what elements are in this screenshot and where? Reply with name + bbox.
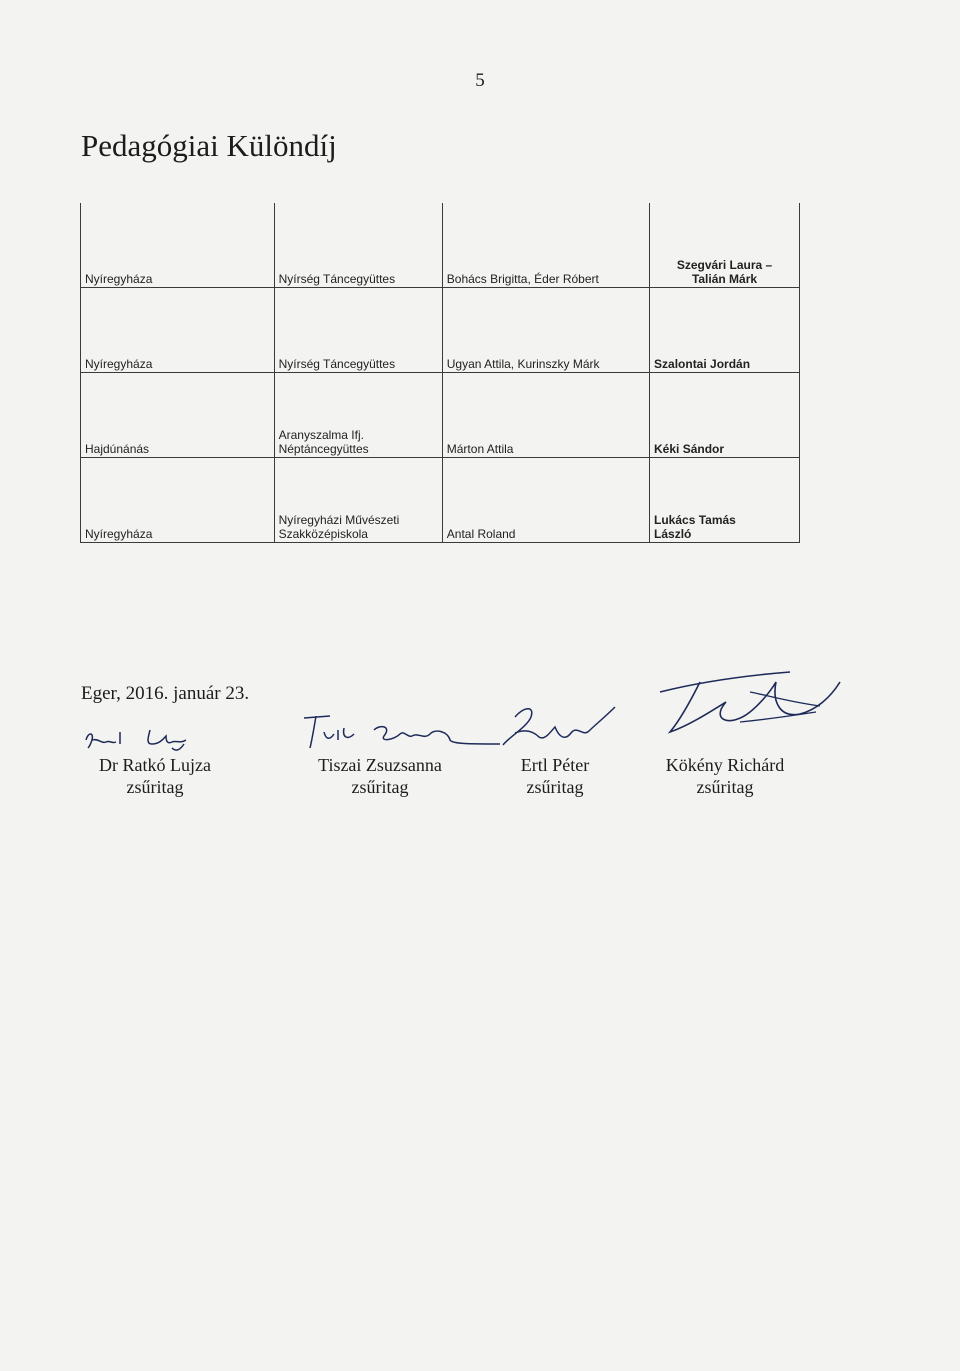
signatory-role: zsűritag	[526, 777, 584, 797]
signatory-ratko	[80, 722, 230, 798]
signatory-tiszai	[300, 722, 460, 798]
winner-cell: Szalontai Jordán	[650, 288, 800, 373]
teachers-cell: Antal Roland	[442, 458, 649, 543]
document-title: Pedagógiai Különdíj	[81, 128, 337, 163]
page-number: 5	[475, 70, 485, 91]
winner-cell: Kéki Sándor	[650, 373, 800, 458]
city-cell: Nyíregyháza	[81, 288, 275, 373]
city-cell: Nyíregyháza	[81, 458, 275, 543]
signatory-role: zsűritag	[351, 777, 409, 797]
table-row	[81, 203, 800, 288]
table-row	[81, 288, 800, 373]
city-cell: Nyíregyháza	[81, 203, 275, 288]
teachers-cell: Márton Attila	[442, 373, 649, 458]
signatures-block	[0, 722, 960, 812]
signatory-name: Tiszai Zsuzsanna	[318, 755, 442, 775]
award-table	[80, 203, 800, 543]
winner-cell: Szegvári Laura – Talián Márk	[650, 203, 800, 288]
signatory-name: Kökény Richárd	[665, 755, 785, 775]
group-cell: Nyírség Táncegyüttes	[274, 203, 442, 288]
group-cell: Aranyszalma Ifj. Néptáncegyüttes	[274, 373, 442, 458]
signatory-kokeny	[650, 722, 800, 798]
winner-cell: Lukács Tamás László	[650, 458, 800, 543]
signatory-name: Ertl Péter	[520, 755, 590, 775]
date-line: Eger, 2016. január 23.	[81, 683, 250, 704]
group-cell: Nyíregyházi Művészeti Szakközépiskola	[274, 458, 442, 543]
city-cell: Hajdúnánás	[81, 373, 275, 458]
signatory-ertl	[495, 722, 615, 798]
teachers-cell: Bohács Brigitta, Éder Róbert	[442, 203, 649, 288]
group-cell: Nyírség Táncegyüttes	[274, 288, 442, 373]
teachers-cell: Ugyan Attila, Kurinszky Márk	[442, 288, 649, 373]
signatory-role: zsűritag	[696, 777, 754, 797]
signatory-name: Dr Ratkó Lujza	[99, 755, 211, 775]
signatory-role: zsűritag	[126, 777, 184, 797]
table-row	[81, 458, 800, 543]
table-row	[81, 373, 800, 458]
